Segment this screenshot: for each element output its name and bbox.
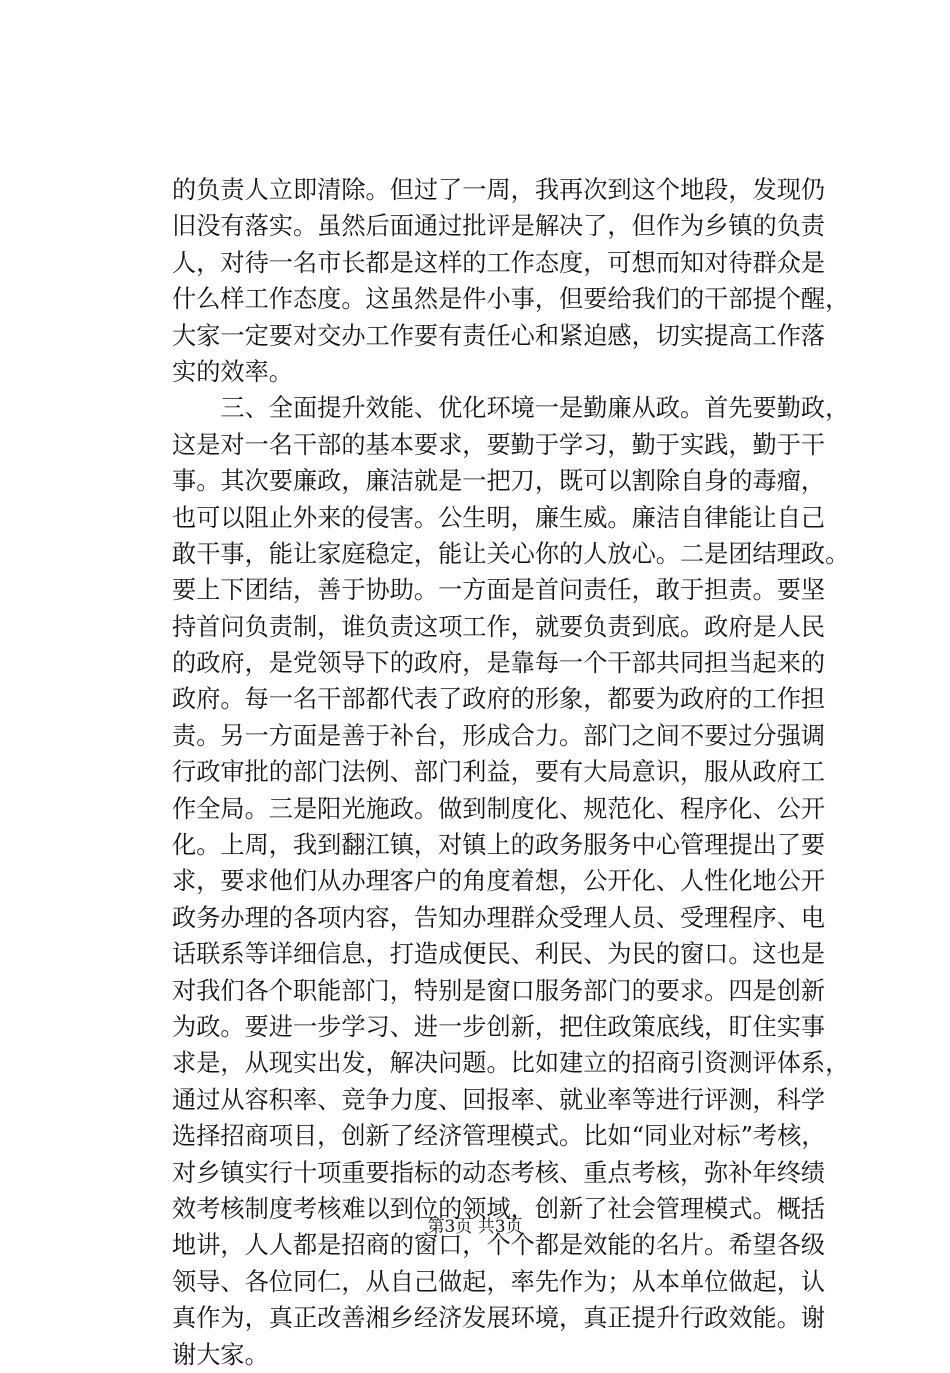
text-line: 为政。要进一步学习、进一步创新，把住政策底线，盯住实事 — [172, 1012, 826, 1041]
text-line: 政府。每一名干部都代表了政府的形象，都要为政府的工作担 — [172, 685, 826, 714]
text-line: 这是对一名干部的基本要求，要勤于学习，勤于实践，勤于干 — [172, 430, 826, 459]
text-line: 对我们各个职能部门，特别是窗口服务部门的要求。四是创新 — [172, 976, 826, 1005]
text-line: 敢干事，能让家庭稳定，能让关心你的人放心。二是团结理政。 — [172, 539, 850, 568]
text-line: 事。其次要廉政，廉洁就是一把刀，既可以割除自身的毒瘤， — [172, 467, 826, 496]
text-line: 责。另一方面是善于补台，形成合力。部门之间不要过分强调 — [172, 721, 826, 750]
text-line: 持首问负责制，谁负责这项工作，就要负责到底。政府是人民 — [172, 612, 826, 641]
text-line: 要上下团结，善于协助。一方面是首问责任，敢于担责。要坚 — [172, 576, 826, 605]
text-line: 作全局。三是阳光施政。做到制度化、规范化、程序化、公开 — [172, 794, 826, 823]
text-line: 也可以阻止外来的侵害。公生明，廉生威。廉洁自律能让自己 — [172, 503, 826, 532]
text-line: 谢大家。 — [172, 1340, 269, 1369]
text-line: 实的效率。 — [172, 357, 293, 386]
text-line: 三、全面提升效能、优化环境一是勤廉从政。首先要勤政， — [172, 394, 850, 423]
text-line: 什么样工作态度。这虽然是件小事，但要给我们的干部提个醒， — [172, 285, 850, 314]
text-line: 行政审批的部门法例、部门利益，要有大局意识，服从政府工 — [172, 758, 826, 787]
text-line: 领导、各位同仁，从自己做起，率先作为；从本单位做起，认 — [172, 1267, 826, 1296]
page-footer: 第3页 共3页 — [427, 1217, 523, 1237]
text-line: 对乡镇实行十项重要指标的动态考核、重点考核，弥补年终绩 — [172, 1158, 826, 1187]
text-line: 真作为，真正改善湘乡经济发展环境，真正提升行政效能。谢 — [172, 1304, 826, 1333]
text-line: 通过从容积率、竞争力度、回报率、就业率等进行评测，科学 — [172, 1085, 826, 1114]
text-line: 的政府，是党领导下的政府，是靠每一个干部共同担当起来的 — [172, 649, 826, 678]
text-line: 政务办理的各项内容，告知办理群众受理人员、受理程序、电 — [172, 903, 826, 932]
text-line: 旧没有落实。虽然后面通过批评是解决了，但作为乡镇的负责 — [172, 212, 826, 241]
body-text — [172, 172, 850, 1373]
text-line: 的负责人立即清除。但过了一周，我再次到这个地段，发现仍 — [172, 176, 826, 204]
text-line: 大家一定要对交办工作要有责任心和紧迫感，切实提高工作落 — [172, 321, 826, 350]
text-line: 求，要求他们从办理客户的角度着想，公开化、人性化地公开 — [172, 867, 826, 896]
text-line: 效考核制度考核难以到位的领域，创新了社会管理模式。概括 — [172, 1194, 826, 1223]
text-line: 话联系等详细信息，打造成便民、利民、为民的窗口。这也是 — [172, 940, 826, 969]
text-line: 选择招商项目，创新了经济管理模式。比如“同业对标”考核， — [172, 1122, 826, 1151]
text-line: 地讲，人人都是招商的窗口，个个都是效能的名片。希望各级 — [172, 1231, 826, 1260]
text-line: 求是，从现实出发，解决问题。比如建立的招商引资测评体系， — [172, 1049, 850, 1078]
text-line: 化。上周，我到翻江镇，对镇上的政务服务中心管理提出了要 — [172, 831, 826, 860]
text-line: 人，对待一名市长都是这样的工作态度，可想而知对待群众是 — [172, 248, 826, 277]
